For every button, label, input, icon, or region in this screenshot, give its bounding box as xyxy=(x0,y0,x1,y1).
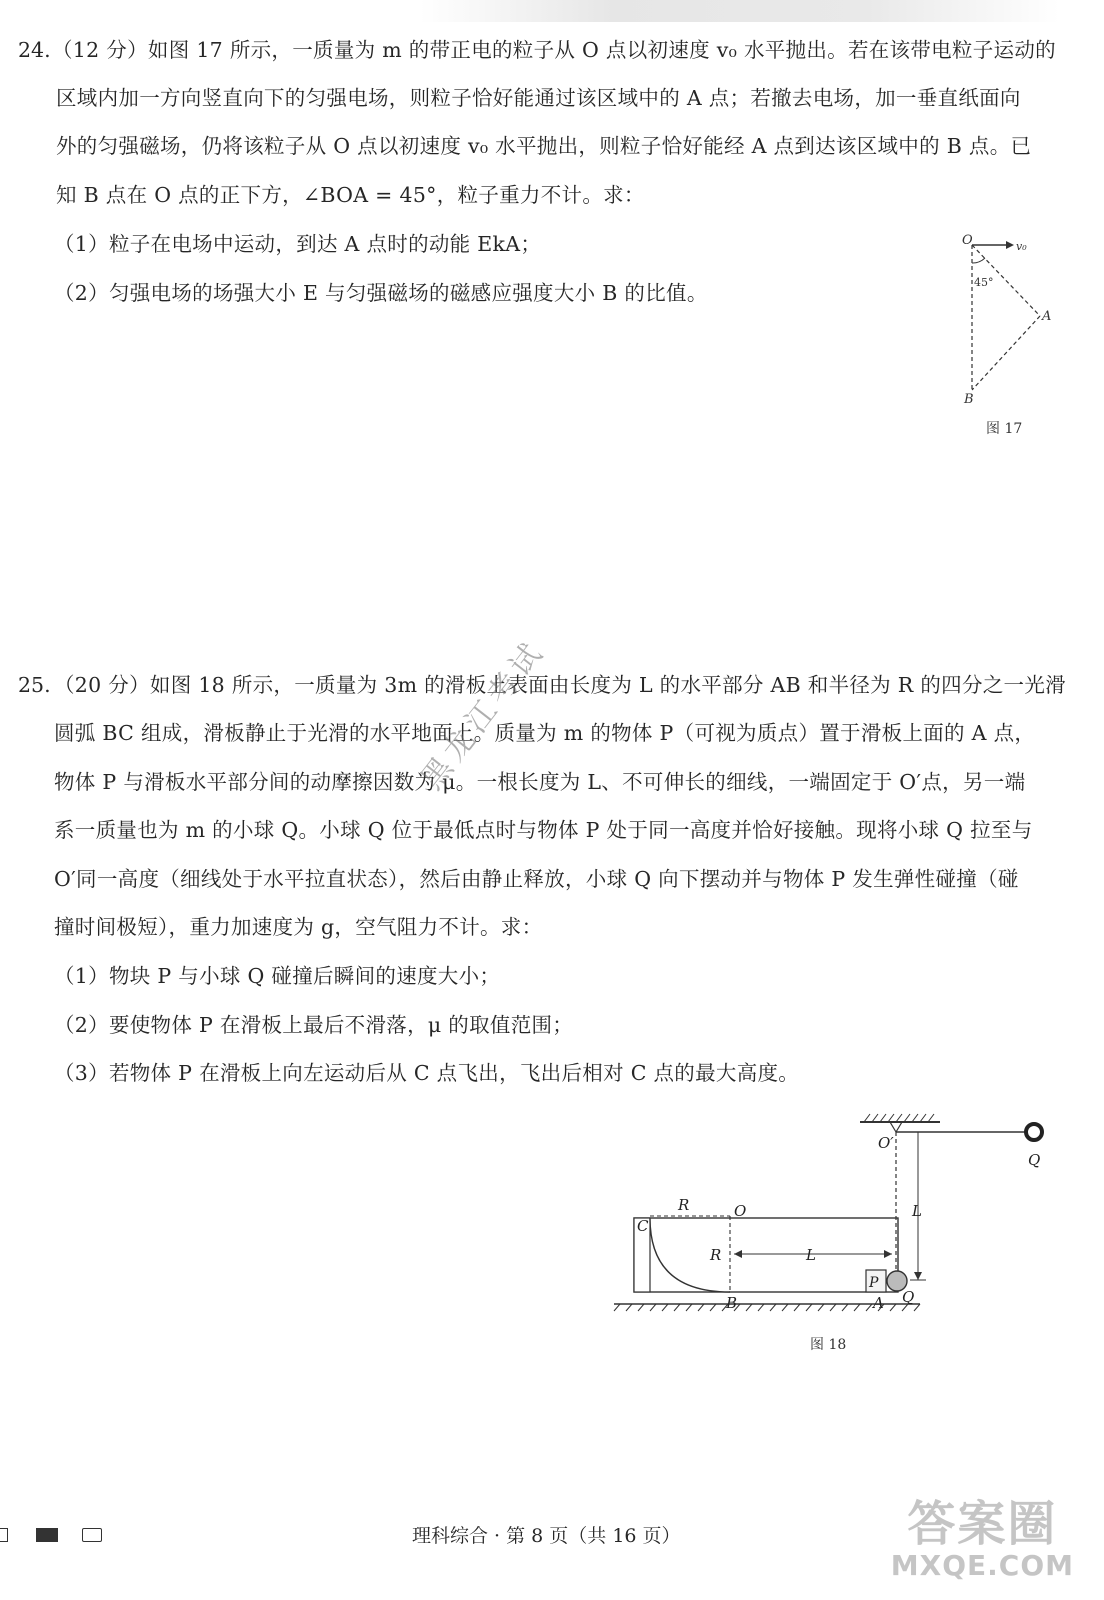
label-o: O xyxy=(734,1202,747,1220)
sub-question: （2）要使物体 P 在滑板上最后不滑落，μ 的取值范围； xyxy=(54,1013,574,1037)
site-logo-url: MXQE.COM xyxy=(890,1549,1074,1582)
question-text-line: 圆弧 BC 组成，滑板静止于光滑的水平地面上。质量为 m 的物体 P（可视为质点）置于滑板上面的 A 点， xyxy=(54,721,1036,745)
figure-18-caption: 图 18 xyxy=(810,1337,847,1353)
page-footer-text: 理科综合 · 第 8 页（共 16 页） xyxy=(412,1525,681,1547)
site-logo-title: 答案圈 xyxy=(907,1496,1058,1552)
question-text-line: 系一质量也为 m 的小球 Q。小球 Q 位于最低点时与物体 P 处于同一高度并恰好接触。现将小球 Q 拉至与 xyxy=(54,818,1033,842)
question-text-line: 区域内加一方向竖直向下的匀强电场，则粒子恰好能通过该区域中的 A 点；若撤去电场，加一垂直纸面向 xyxy=(56,86,1021,110)
label-l-horizontal: L xyxy=(806,1246,816,1264)
label-v0: v₀ xyxy=(1016,240,1027,253)
site-logo xyxy=(890,1496,1074,1582)
label-b: B xyxy=(726,1294,738,1312)
label-angle: 45° xyxy=(974,276,994,289)
label-q-bottom: Q xyxy=(902,1288,915,1306)
sub-question: （1）粒子在电场中运动，到达 A 点时的动能 EkA； xyxy=(54,232,542,256)
arrow-head xyxy=(1006,241,1014,249)
question-text-line: 物体 P 与滑板水平部分间的动摩擦因数为 μ。一根长度为 L、不可伸长的细线，一端固定于 O′点，另一端 xyxy=(54,770,1026,794)
question-text-line: （12 分）如图 17 所示，一质量为 m 的带正电的粒子从 O 点以初速度 v₀ 水平抛出。若在该带电粒子运动的 xyxy=(52,38,1056,62)
label-o-prime: O′ xyxy=(878,1134,894,1152)
sub-question: （3）若物体 P 在滑板上向左运动后从 C 点飞出，飞出后相对 C 点的最大高度。 xyxy=(54,1061,800,1085)
label-r-side: R xyxy=(710,1246,722,1264)
ceiling-hatch xyxy=(864,1114,934,1122)
ball-q-raised xyxy=(1026,1124,1042,1140)
label-p: P xyxy=(869,1275,879,1291)
question-text-line: 撞时间极短），重力加速度为 g，空气阻力不计。求： xyxy=(54,915,543,939)
watermark-stamp: 黑龙江考试 xyxy=(414,633,553,797)
label-l-vertical: L xyxy=(912,1202,922,1220)
question-text-line: 外的匀强磁场，仍将该粒子从 O 点以初速度 v₀ 水平抛出，则粒子恰好能经 A 点到达该区域中的 B 点。已 xyxy=(56,134,1032,158)
question-text-line: 知 B 点在 O 点的正下方，∠BOA = 45°，粒子重力不计。求： xyxy=(56,183,645,207)
figure-18 xyxy=(600,1100,1060,1325)
label-r-top: R xyxy=(678,1196,690,1214)
question-number: 25. xyxy=(18,673,51,697)
angle-arc xyxy=(972,258,985,263)
registration-mark xyxy=(36,1528,58,1542)
sub-question: （1）物块 P 与小球 Q 碰撞后瞬间的速度大小； xyxy=(54,964,501,988)
registration-mark xyxy=(0,1528,8,1542)
ab-dashed-line xyxy=(972,316,1040,390)
label-b: B xyxy=(964,392,974,407)
figure-17 xyxy=(950,228,1060,408)
pivot-mark xyxy=(890,1122,902,1132)
question-text-line: （20 分）如图 18 所示，一质量为 3m 的滑板上表面由长度为 L 的水平部分 AB 和半径为 R 的四分之一光滑 xyxy=(54,673,1066,697)
label-q-top: Q xyxy=(1028,1151,1041,1169)
sub-question: （2）匀强电场的场强大小 E 与匀强磁场的磁感应强度大小 B 的比值。 xyxy=(54,281,708,305)
label-a: A xyxy=(1042,309,1052,324)
question-number: 24. xyxy=(18,38,51,62)
registration-mark xyxy=(82,1528,102,1542)
label-o: O xyxy=(962,233,973,248)
figure-17-caption: 图 17 xyxy=(986,421,1023,437)
scan-smudge xyxy=(420,0,1060,22)
label-c: C xyxy=(637,1217,649,1235)
question-text-line: O′同一高度（细线处于水平拉直状态），然后由静止释放，小球 Q 向下摆动并与物体 P 发生弹性碰撞（碰 xyxy=(54,867,1019,891)
label-a: A xyxy=(873,1294,884,1312)
